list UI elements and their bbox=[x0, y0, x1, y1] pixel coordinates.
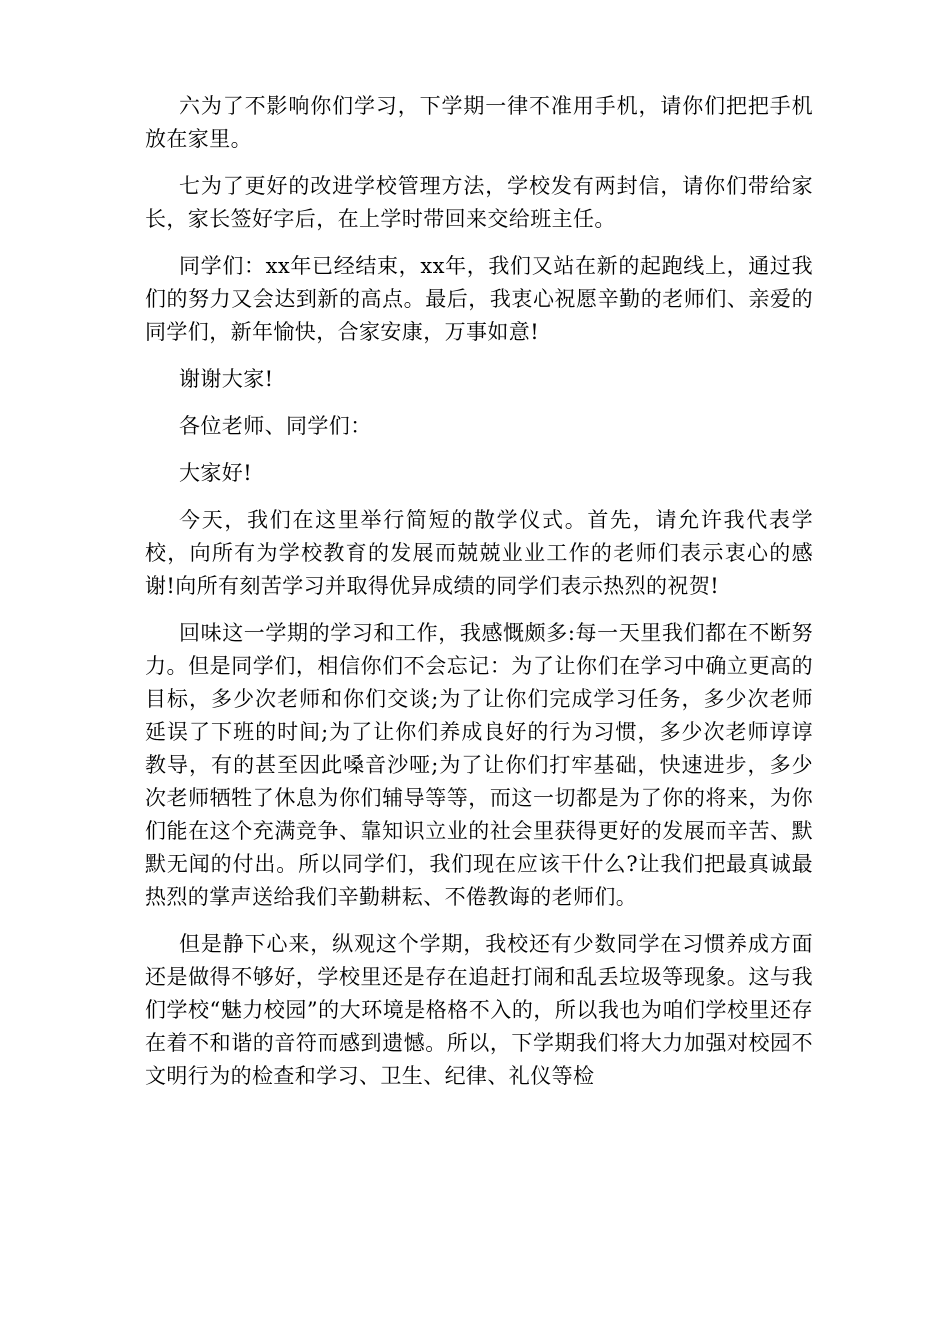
paragraph-opening: 今天，我们在这里举行简短的散学仪式。首先，请允许我代表学校，向所有为学校教育的发展而兢兢业业工作的老师们表示衷心的感谢!向所有刻苦学习并取得优异成绩的同学们表示热烈的祝贺! bbox=[145, 508, 813, 598]
paragraph-phone-rule: 六为了不影响你们学习，下学期一律不准用手机，请你们把把手机放在家里。 bbox=[145, 94, 813, 151]
paragraph-greeting: 大家好! bbox=[179, 461, 253, 485]
paragraph-salutation: 各位老师、同学们： bbox=[179, 414, 372, 438]
document-page bbox=[145, 90, 813, 1107]
paragraph-shortcomings: 但是静下心来，纵观这个学期，我校还有少数同学在习惯养成方面还是做得不够好，学校里还是存在追赶打闹和乱丢垃圾等现象。这与我们学校“魅力校园”的大环境是格格不入的，所以我也为咱们学校里还存在着不和谐的音符而感到遗憾。所以，下学期我们将大力加强对校园不文明行为的检查和学习、卫生、纪律、礼仪等检 bbox=[145, 932, 813, 1088]
paragraph-reflection: 回味这一学期的学习和工作，我感慨颇多:每一天里我们都在不断努力。但是同学们，相信你们不会忘记：为了让你们在学习中确立更高的目标，多少次老师和你们交谈;为了让你们完成学习任务，多少次老师延误了下班的时间;为了让你们养成良好的行为习惯，多少次老师谆谆教导，有的甚至因此嗓音沙哑;为了让你们打牢基础，快速进步，多少次老师牺牲了休息为你们辅导等等，而这一切都是为了你的将来，为你们能在这个充满竞争、靠知识立业的社会里获得更好的发展而辛苦、默默无闻的付出。所以同学们，我们现在应该干什么?让我们把最真诚最热烈的掌声送给我们辛勤耕耘、不倦教诲的老师们。 bbox=[145, 621, 813, 909]
paragraph-letters-rule: 七为了更好的改进学校管理方法，学校发有两封信，请你们带给家长，家长签好字后，在上学时带回来交给班主任。 bbox=[145, 174, 813, 231]
paragraph-new-year-wishes: 同学们：xx年已经结束，xx年，我们又站在新的起跑线上，通过我们的努力又会达到新的高点。最后，我衷心祝愿辛勤的老师们、亲爱的同学们，新年愉快，合家安康，万事如意! bbox=[145, 254, 813, 344]
paragraph-thanks: 谢谢大家! bbox=[179, 367, 274, 391]
